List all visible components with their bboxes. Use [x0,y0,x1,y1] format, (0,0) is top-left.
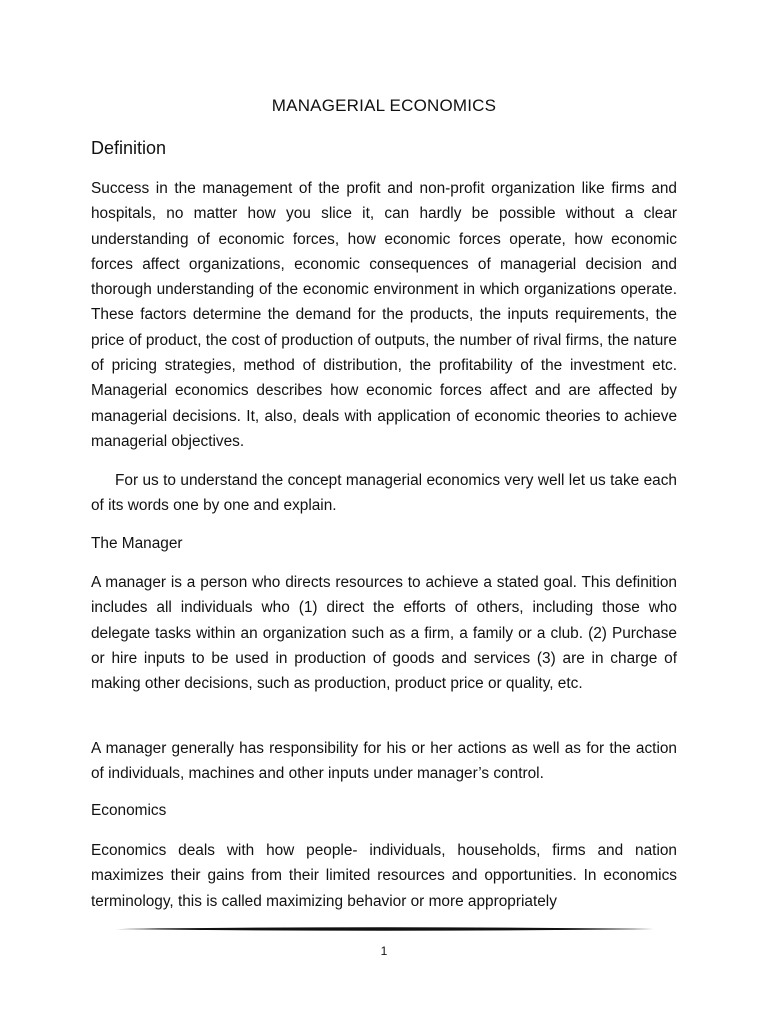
paragraph-concept-intro: For us to understand the concept managerial economics very well let us take each of its words one by one and explain. [91,472,677,515]
paragraph-manager-responsibility: A manager generally has responsibility for his or her actions as well as for the action of individuals, machines and other inputs under manager’s control. [91,740,677,783]
section-heading-manager: The Manager [91,535,183,552]
paragraph-definition: Success in the management of the profit and non-profit organization like firms and hospitals, no matter how you slice it, can hardly be possible without a clear understanding of economic forces, how economic forces operate, how economic forces affect organizations, economic consequences of managerial decision and thorough understanding of the economic environment in which organizations operate. These factors determine the demand for the products, the inputs requirements, the price of product, the cost of production of outputs, the number of rival firms, the nature of pricing strategies, method of distribution, the profitability of the investment etc. Managerial economics describes how economic forces affect and are affected by managerial decisions. It, also, deals with application of economic theories to achieve managerial objectives. [91,180,677,450]
page-number: 1 [380,944,388,958]
section-heading-economics: Economics [91,802,167,819]
section-heading-definition: Definition [91,138,167,158]
page-title: MANAGERIAL ECONOMICS [271,96,497,115]
paragraph-manager-definition: A manager is a person who directs resources to achieve a stated goal. This definition includes all individuals who (1) direct the efforts of others, including those who delegate tasks within an organization such as a firm, a family or a club. (2) Purchase or hire inputs to be used in production of goods and services (3) are in charge of making other decisions, such as production, product price or quality, etc. [91,574,677,693]
footer-divider [116,926,654,932]
paragraph-economics: Economics deals with how people- individuals, households, firms and nation maximizes their gains from their limited resources and opportunities. In economics terminology, this is called maximizing behavior or more appropriately [91,842,677,910]
